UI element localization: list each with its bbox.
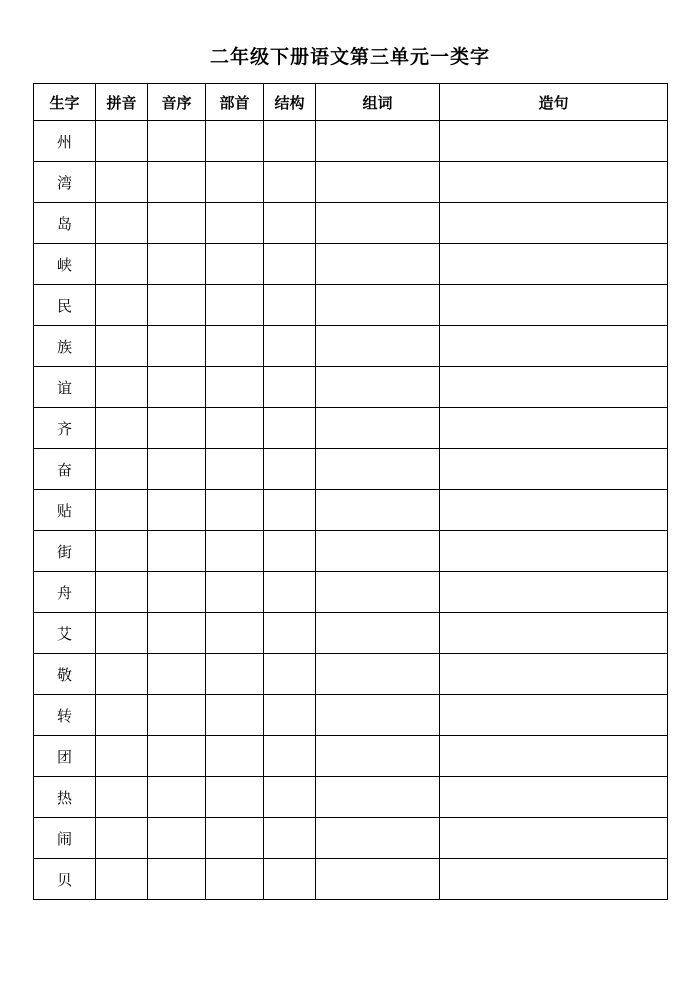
cell-structure[interactable] [264, 162, 316, 203]
cell-char: 热 [34, 777, 96, 818]
cell-char: 团 [34, 736, 96, 777]
cell-sentence[interactable] [440, 654, 668, 695]
table-header [34, 84, 668, 121]
cell-sentence[interactable] [440, 121, 668, 162]
cell-pinyin[interactable] [96, 203, 148, 244]
cell-radical[interactable] [206, 162, 264, 203]
cell-structure[interactable] [264, 326, 316, 367]
cell-char: 岛 [34, 203, 96, 244]
cell-order[interactable] [148, 162, 206, 203]
cell-word[interactable] [316, 572, 440, 613]
cell-word[interactable] [316, 859, 440, 900]
cell-structure[interactable] [264, 859, 316, 900]
cell-word[interactable] [316, 777, 440, 818]
cell-sentence[interactable] [440, 736, 668, 777]
cell-structure[interactable] [264, 736, 316, 777]
cell-radical[interactable] [206, 736, 264, 777]
column-header-char: 生字 [34, 84, 96, 121]
column-header-structure: 结构 [264, 84, 316, 121]
cell-sentence[interactable] [440, 162, 668, 203]
cell-radical[interactable] [206, 695, 264, 736]
cell-pinyin[interactable] [96, 121, 148, 162]
cell-order[interactable] [148, 859, 206, 900]
cell-order[interactable] [148, 326, 206, 367]
cell-pinyin[interactable] [96, 285, 148, 326]
table-row [34, 244, 668, 285]
cell-pinyin[interactable] [96, 326, 148, 367]
table-row [34, 531, 668, 572]
cell-radical[interactable] [206, 777, 264, 818]
cell-pinyin[interactable] [96, 244, 148, 285]
cell-structure[interactable] [264, 367, 316, 408]
cell-radical[interactable] [206, 654, 264, 695]
cell-radical[interactable] [206, 326, 264, 367]
cell-pinyin[interactable] [96, 449, 148, 490]
cell-sentence[interactable] [440, 777, 668, 818]
table-header-row [34, 84, 668, 121]
cell-order[interactable] [148, 203, 206, 244]
cell-word[interactable] [316, 736, 440, 777]
table-row [34, 326, 668, 367]
cell-structure[interactable] [264, 285, 316, 326]
cell-structure[interactable] [264, 408, 316, 449]
cell-structure[interactable] [264, 777, 316, 818]
cell-pinyin[interactable] [96, 777, 148, 818]
cell-sentence[interactable] [440, 244, 668, 285]
cell-word[interactable] [316, 818, 440, 859]
cell-pinyin[interactable] [96, 695, 148, 736]
cell-word[interactable] [316, 367, 440, 408]
cell-sentence[interactable] [440, 531, 668, 572]
cell-pinyin[interactable] [96, 490, 148, 531]
cell-order[interactable] [148, 531, 206, 572]
cell-structure[interactable] [264, 203, 316, 244]
cell-pinyin[interactable] [96, 531, 148, 572]
cell-char: 闹 [34, 818, 96, 859]
table-row [34, 654, 668, 695]
table-row [34, 285, 668, 326]
cell-radical[interactable] [206, 818, 264, 859]
cell-char: 族 [34, 326, 96, 367]
cell-radical[interactable] [206, 531, 264, 572]
cell-order[interactable] [148, 367, 206, 408]
cell-pinyin[interactable] [96, 408, 148, 449]
cell-pinyin[interactable] [96, 654, 148, 695]
cell-structure[interactable] [264, 449, 316, 490]
cell-structure[interactable] [264, 654, 316, 695]
cell-radical[interactable] [206, 613, 264, 654]
cell-char: 艾 [34, 613, 96, 654]
cell-radical[interactable] [206, 408, 264, 449]
table-row [34, 203, 668, 244]
cell-pinyin[interactable] [96, 859, 148, 900]
cell-structure[interactable] [264, 818, 316, 859]
cell-char: 民 [34, 285, 96, 326]
cell-char: 街 [34, 531, 96, 572]
table-row [34, 162, 668, 203]
cell-radical[interactable] [206, 121, 264, 162]
cell-radical[interactable] [206, 203, 264, 244]
cell-pinyin[interactable] [96, 736, 148, 777]
cell-pinyin[interactable] [96, 572, 148, 613]
cell-order[interactable] [148, 777, 206, 818]
cell-radical[interactable] [206, 859, 264, 900]
cell-order[interactable] [148, 695, 206, 736]
table-row [34, 859, 668, 900]
cell-word[interactable] [316, 613, 440, 654]
cell-sentence[interactable] [440, 367, 668, 408]
table-row [34, 449, 668, 490]
cell-sentence[interactable] [440, 449, 668, 490]
table-container [0, 83, 700, 900]
cell-radical[interactable] [206, 449, 264, 490]
cell-char: 州 [34, 121, 96, 162]
cell-structure[interactable] [264, 613, 316, 654]
column-header-order: 音序 [148, 84, 206, 121]
cell-order[interactable] [148, 572, 206, 613]
table-row [34, 408, 668, 449]
table-row [34, 695, 668, 736]
cell-order[interactable] [148, 818, 206, 859]
cell-order[interactable] [148, 490, 206, 531]
cell-char: 转 [34, 695, 96, 736]
table-row [34, 818, 668, 859]
table-row [34, 572, 668, 613]
cell-char: 贝 [34, 859, 96, 900]
cell-order[interactable] [148, 408, 206, 449]
cell-word[interactable] [316, 408, 440, 449]
cell-pinyin[interactable] [96, 367, 148, 408]
table-row [34, 777, 668, 818]
cell-word[interactable] [316, 244, 440, 285]
cell-word[interactable] [316, 203, 440, 244]
cell-char: 舟 [34, 572, 96, 613]
cell-char: 敬 [34, 654, 96, 695]
cell-sentence[interactable] [440, 818, 668, 859]
table-row [34, 490, 668, 531]
cell-pinyin[interactable] [96, 818, 148, 859]
column-header-word: 组词 [316, 84, 440, 121]
cell-pinyin[interactable] [96, 613, 148, 654]
cell-sentence[interactable] [440, 326, 668, 367]
character-practice-table [33, 83, 668, 900]
table-row [34, 613, 668, 654]
cell-word[interactable] [316, 490, 440, 531]
cell-char: 湾 [34, 162, 96, 203]
cell-radical[interactable] [206, 572, 264, 613]
column-header-sentence: 造句 [440, 84, 668, 121]
cell-order[interactable] [148, 654, 206, 695]
cell-structure[interactable] [264, 695, 316, 736]
cell-order[interactable] [148, 285, 206, 326]
cell-sentence[interactable] [440, 490, 668, 531]
cell-word[interactable] [316, 285, 440, 326]
cell-word[interactable] [316, 449, 440, 490]
cell-order[interactable] [148, 449, 206, 490]
cell-structure[interactable] [264, 572, 316, 613]
table-row [34, 736, 668, 777]
cell-sentence[interactable] [440, 408, 668, 449]
cell-char: 谊 [34, 367, 96, 408]
cell-pinyin[interactable] [96, 162, 148, 203]
cell-radical[interactable] [206, 490, 264, 531]
cell-char: 齐 [34, 408, 96, 449]
cell-char: 奋 [34, 449, 96, 490]
cell-sentence[interactable] [440, 203, 668, 244]
cell-structure[interactable] [264, 244, 316, 285]
cell-char: 贴 [34, 490, 96, 531]
column-header-radical: 部首 [206, 84, 264, 121]
table-row [34, 121, 668, 162]
cell-word[interactable] [316, 121, 440, 162]
cell-order[interactable] [148, 121, 206, 162]
cell-word[interactable] [316, 654, 440, 695]
table-row [34, 367, 668, 408]
cell-sentence[interactable] [440, 695, 668, 736]
column-header-pinyin: 拼音 [96, 84, 148, 121]
cell-word[interactable] [316, 531, 440, 572]
cell-structure[interactable] [264, 490, 316, 531]
cell-sentence[interactable] [440, 285, 668, 326]
cell-order[interactable] [148, 244, 206, 285]
page-title: 二年级下册语文第三单元一类字 [209, 47, 490, 68]
cell-order[interactable] [148, 613, 206, 654]
cell-radical[interactable] [206, 244, 264, 285]
cell-sentence[interactable] [440, 613, 668, 654]
cell-structure[interactable] [264, 121, 316, 162]
cell-order[interactable] [148, 736, 206, 777]
cell-sentence[interactable] [440, 859, 668, 900]
cell-radical[interactable] [206, 285, 264, 326]
cell-word[interactable] [316, 326, 440, 367]
cell-char: 峡 [34, 244, 96, 285]
cell-word[interactable] [316, 162, 440, 203]
cell-word[interactable] [316, 695, 440, 736]
cell-sentence[interactable] [440, 572, 668, 613]
cell-structure[interactable] [264, 531, 316, 572]
cell-radical[interactable] [206, 367, 264, 408]
table-body [34, 121, 668, 900]
